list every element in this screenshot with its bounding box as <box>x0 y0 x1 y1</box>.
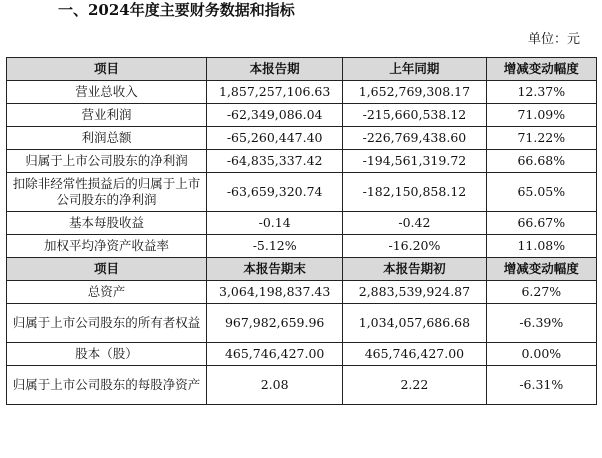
period-end-value: 967,982,659.96 <box>207 304 343 343</box>
current-value: 1,857,257,106.63 <box>207 81 343 104</box>
header-cell: 项目 <box>7 58 207 81</box>
prior-value: -0.42 <box>343 212 486 235</box>
period-start-value: 465,746,427.00 <box>343 343 486 366</box>
change-value: 71.22% <box>486 127 596 150</box>
table-row <box>7 212 597 235</box>
header-cell: 增减变动幅度 <box>486 58 596 81</box>
prior-value: -226,769,438.60 <box>343 127 486 150</box>
change-value: 66.68% <box>486 150 596 173</box>
change-value: 11.08% <box>486 235 596 258</box>
prior-value: 1,652,769,308.17 <box>343 81 486 104</box>
row-label: 扣除非经常性损益后的归属于上市公司股东的净利润 <box>7 173 207 212</box>
row-label: 归属于上市公司股东的净利润 <box>7 150 207 173</box>
table-row <box>7 81 597 104</box>
table-row <box>7 281 597 304</box>
table2-header-row <box>7 258 597 281</box>
change-value: 65.05% <box>486 173 596 212</box>
table-row <box>7 235 597 258</box>
current-value: -63,659,320.74 <box>207 173 343 212</box>
header-cell: 本报告期末 <box>207 258 343 281</box>
change-value: 71.09% <box>486 104 596 127</box>
row-label: 股本（股） <box>7 343 207 366</box>
table-row <box>7 173 597 212</box>
period-start-value: 2,883,539,924.87 <box>343 281 486 304</box>
row-label: 加权平均净资产收益率 <box>7 235 207 258</box>
current-value: -5.12% <box>207 235 343 258</box>
financial-table <box>6 57 597 405</box>
prior-value: -215,660,538.12 <box>343 104 486 127</box>
row-label: 营业总收入 <box>7 81 207 104</box>
prior-value: -182,150,858.12 <box>343 173 486 212</box>
table-row <box>7 150 597 173</box>
change-value: 6.27% <box>486 281 596 304</box>
header-cell: 本报告期 <box>207 58 343 81</box>
table-row <box>7 343 597 366</box>
table-row <box>7 304 597 343</box>
table1-header-row <box>7 58 597 81</box>
period-end-value: 465,746,427.00 <box>207 343 343 366</box>
table-row <box>7 366 597 405</box>
change-value: -6.31% <box>486 366 596 405</box>
change-value: 12.37% <box>486 81 596 104</box>
current-value: -65,260,447.40 <box>207 127 343 150</box>
current-value: -64,835,337.42 <box>207 150 343 173</box>
change-value: -6.39% <box>486 304 596 343</box>
row-label: 归属于上市公司股东的所有者权益 <box>7 304 207 343</box>
header-cell: 上年同期 <box>343 58 486 81</box>
row-label: 营业利润 <box>7 104 207 127</box>
table-row <box>7 104 597 127</box>
unit-label: 单位：元 <box>527 32 580 47</box>
current-value: -0.14 <box>207 212 343 235</box>
current-value: -62,349,086.04 <box>207 104 343 127</box>
period-start-value: 1,034,057,686.68 <box>343 304 486 343</box>
period-end-value: 3,064,198,837.43 <box>207 281 343 304</box>
header-cell: 本报告期初 <box>343 258 486 281</box>
header-cell: 增减变动幅度 <box>486 258 596 281</box>
change-value: 0.00% <box>486 343 596 366</box>
prior-value: -194,561,319.72 <box>343 150 486 173</box>
header-cell: 项目 <box>7 258 207 281</box>
table-row <box>7 127 597 150</box>
period-start-value: 2.22 <box>343 366 486 405</box>
row-label: 利润总额 <box>7 127 207 150</box>
row-label: 总资产 <box>7 281 207 304</box>
row-label: 基本每股收益 <box>7 212 207 235</box>
row-label: 归属于上市公司股东的每股净资产 <box>7 366 207 405</box>
change-value: 66.67% <box>486 212 596 235</box>
prior-value: -16.20% <box>343 235 486 258</box>
period-end-value: 2.08 <box>207 366 343 405</box>
section-title: 一、2024年度主要财务数据和指标 <box>58 1 295 19</box>
